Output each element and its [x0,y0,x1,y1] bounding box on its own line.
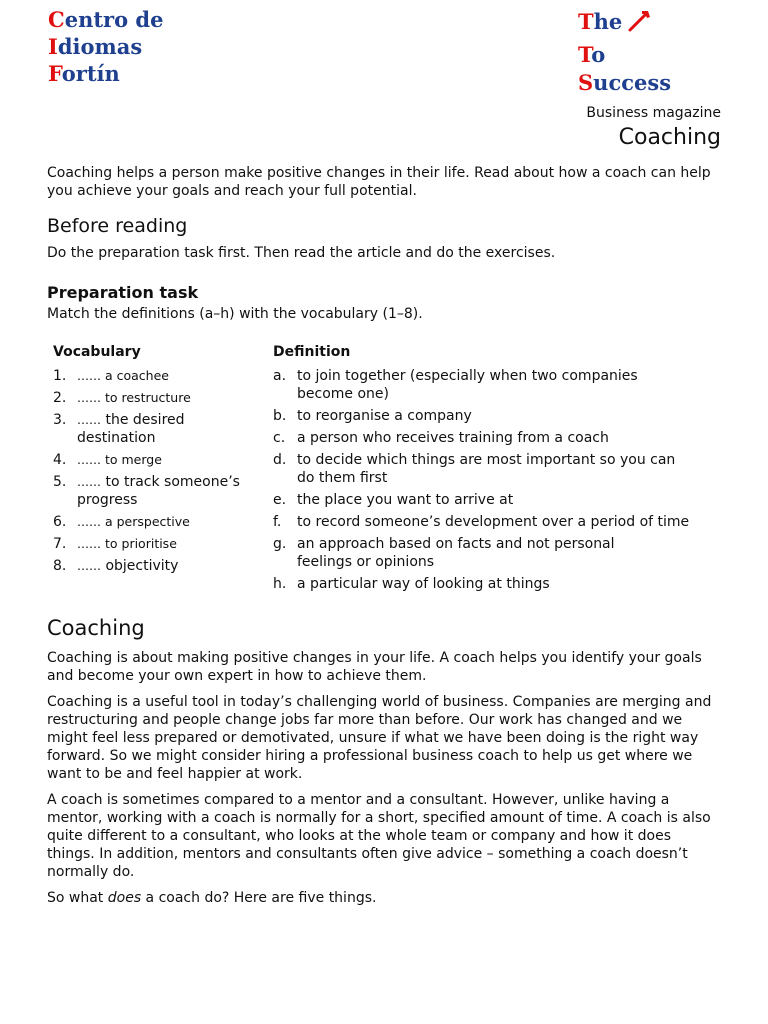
vocab-item: 1. …… a coachee [53,368,169,384]
intro-paragraph: Coaching helps a person make positive changes in their life. Read about how a coach can help you achieve your goals and reach your full potential. [47,165,711,199]
article-paragraph-3: A coach is sometimes compared to a mentor and a consultant. However, unlike having a mentor, working with a coach is normally for a short, specified amount of time. A coach is also quite different to a consultant, who looks at the whole team or company and how it does things. In addition, mentors and consultants often give advice – something a coach doesn’t normally do. [47,792,711,880]
preparation-task-text: Match the definitions (a–h) with the vocabulary (1–8). [47,306,423,322]
definition-item: g. an approach based on facts and not personal feelings or opinions [273,536,615,570]
vocab-item: 6. …… a perspective [53,514,190,530]
logo-centro-de-idiomas [48,6,163,87]
vocab-item: 7. …… to prioritise [53,536,177,552]
definition-item: b. to reorganise a company [273,408,472,424]
vocab-item: 4. …… to merge [53,452,162,468]
logo-line-2: Idiomas [48,34,143,59]
article-paragraph-1: Coaching is about making positive changes in your life. A coach helps you identify your goals and become your own expert in how to achieve them. [47,650,702,684]
definition-heading: Definition [273,344,351,360]
preparation-task-heading: Preparation task [47,283,199,302]
main-content [47,164,723,907]
vocab-item: 3. …… the desired destination [53,412,185,446]
logo-line-1: Centro de [48,7,164,32]
definition-item: c. a person who receives training from a coach [273,430,609,446]
logo-line-2: To [578,42,606,67]
magazine-kicker: Business magazine [586,105,721,121]
article-paragraph-4: So what does a coach do? Here are five things. [47,890,377,906]
logo-the-to-success [578,8,671,97]
vocabulary-heading: Vocabulary [53,344,141,360]
definition-item: d. to decide which things are most important so you can do them first [273,452,676,486]
vocab-item: 8. …… objectivity [53,558,179,574]
wrench-icon [626,8,652,41]
matching-exercise [47,343,723,603]
logo-line-1: The [578,8,671,41]
article-heading: Coaching [47,616,145,640]
definition-item: e. the place you want to arrive at [273,492,514,508]
logo-line-3: Fortín [48,61,120,86]
page-title: Coaching [618,125,721,150]
emphasis-does: does [107,890,142,906]
logo-line-3: Success [578,70,672,95]
definition-item: h. a particular way of looking at things [273,576,550,592]
vocab-item: 2. …… to restructure [53,390,191,406]
magazine-heading [586,104,721,152]
before-reading-heading: Before reading [47,215,188,237]
vocab-item: 5. …… to track someone’s progress [53,474,240,508]
definition-item: a. to join together (especially when two companies become one) [273,368,638,402]
vocabulary-column [53,343,263,579]
article-paragraph-2: Coaching is a useful tool in today’s challenging world of business. Companies are merging and restructuring and people change jobs far more than before. Our work has changed and we might feel less prepared or demotivated, unsure if what we have been doing is the right way forward. So we might consider hiring a professional business coach to help us get where we want to be and feel happier at work. [47,694,712,782]
definition-item: f. to record someone’s development over a period of time [273,514,690,530]
before-reading-text: Do the preparation task first. Then read the article and do the exercises. [47,245,556,261]
definition-column [273,343,723,597]
